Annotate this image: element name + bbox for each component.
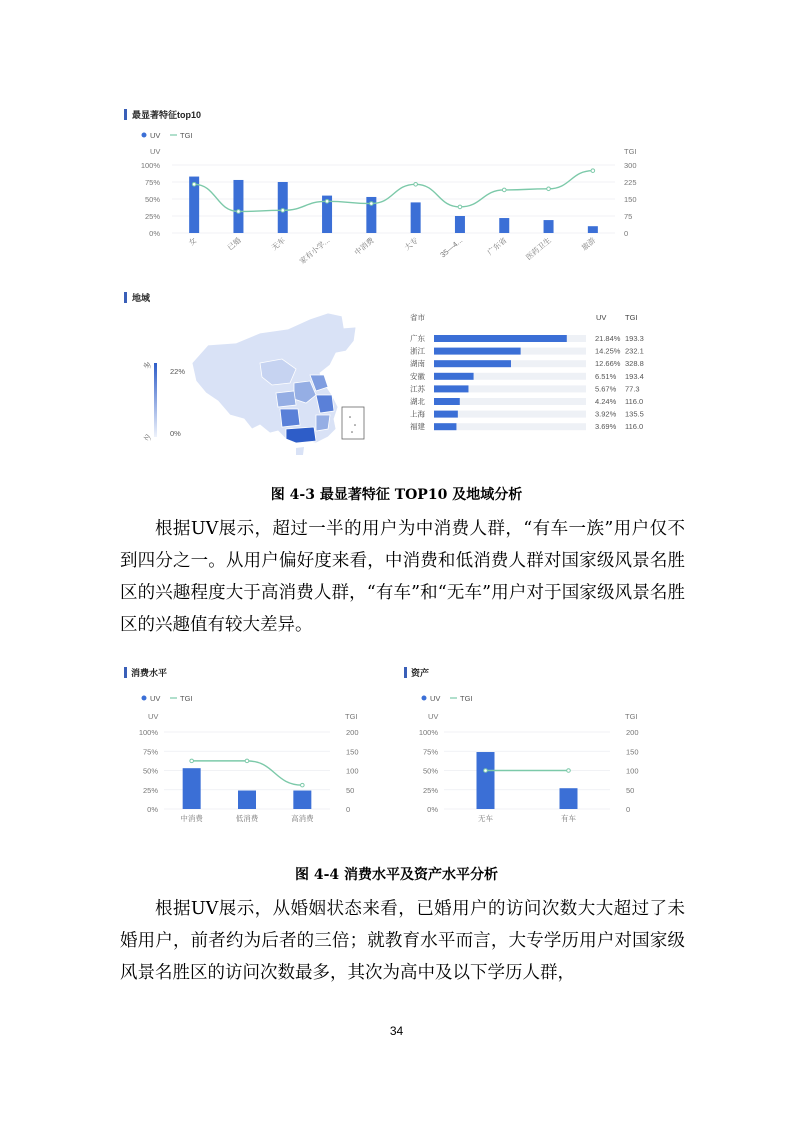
- map-legend-max: 22%: [170, 367, 186, 376]
- col-province-header: 省市: [410, 313, 425, 322]
- consumption-right-tick: 0: [346, 805, 351, 814]
- region-title: 地域: [132, 293, 151, 303]
- assets-right-tick: 100: [626, 766, 639, 776]
- region-bar-上海: [434, 411, 458, 418]
- col-uv-header: UV: [596, 313, 607, 322]
- map-region-hubei: [276, 391, 296, 407]
- assets-left-tick: 25%: [422, 785, 438, 795]
- tgi-point: [325, 199, 329, 203]
- top10-left-tick: 0%: [149, 229, 160, 238]
- region-name: 福建: [410, 422, 425, 432]
- x-tick-label: 高消费: [291, 814, 314, 823]
- x-tick-label: 无车: [478, 814, 493, 823]
- tgi-point: [484, 769, 488, 773]
- y-right-label: TGI: [345, 712, 358, 721]
- region-bar-湖北: [434, 398, 460, 405]
- region-bar-广东: [434, 335, 567, 342]
- tgi-point: [414, 182, 418, 186]
- region-uv-value: 21.84%: [595, 334, 621, 343]
- region-uv-value: 3.69%: [595, 422, 617, 432]
- region-tgi-value: 116.0: [625, 422, 644, 432]
- paragraph-1-text: 根据UV展示，超过一半的用户为中消费人群，“有车一族”用户仅不到四分之一。从用户偏好度来看，中消费和低消费人群对国家级风景名胜区的兴趣程度大于高消费人群，“有车”和“无车”用户对于国家级风景名胜区的兴趣值有较大差异。: [120, 519, 685, 635]
- tgi-point: [567, 769, 571, 773]
- region-tgi-value: 328.8: [625, 359, 644, 369]
- assets-title-marker: [404, 667, 407, 678]
- region-tgi-value: 116.0: [625, 397, 644, 406]
- region-bar-江苏: [434, 385, 468, 392]
- china-map: [192, 313, 364, 455]
- region-title-marker: [124, 292, 127, 303]
- assets-left-tick: 75%: [422, 747, 438, 757]
- legend-uv-dot: [142, 133, 147, 138]
- top10-left-tick: 25%: [144, 212, 160, 221]
- y-right-label: TGI: [625, 712, 638, 721]
- x-tick-label: 已婚: [225, 235, 243, 253]
- map-region-fujian: [316, 415, 330, 431]
- x-tick-label: 家有小学...: [297, 235, 332, 266]
- top10-left-tick: 75%: [144, 178, 160, 187]
- assets-right-tick: 50: [626, 785, 635, 795]
- tgi-point: [237, 210, 241, 214]
- x-tick-label: 有车: [561, 814, 576, 823]
- consumption-title-marker: [124, 667, 127, 678]
- consumption-left-tick: 25%: [142, 785, 158, 795]
- region-name: 江苏: [410, 384, 425, 394]
- top10-right-tick: 225: [624, 178, 637, 187]
- region-uv-value: 3.92%: [595, 409, 617, 419]
- consumption-left-tick: 75%: [142, 747, 158, 757]
- tgi-line: [192, 761, 303, 785]
- bar-已婚: [233, 180, 243, 233]
- consumption-left-tick: 100%: [138, 728, 158, 737]
- y-left-label: UV: [428, 712, 439, 721]
- y-right-label: TGI: [624, 147, 637, 156]
- bar-医药卫生: [544, 220, 554, 233]
- bar-大专: [411, 202, 421, 233]
- tgi-point: [591, 169, 595, 173]
- assets-right-tick: 200: [626, 728, 639, 737]
- panel-title-marker: [124, 109, 127, 120]
- bar-无车: [278, 182, 288, 233]
- region-tgi-value: 135.5: [625, 409, 644, 419]
- legend-uv: UV: [150, 131, 161, 140]
- tgi-point: [190, 759, 194, 763]
- region-name: 广东: [410, 334, 425, 343]
- bar-35—4...: [455, 216, 465, 233]
- assets-left-tick: 0%: [427, 805, 438, 814]
- region-name: 湖北: [410, 397, 425, 406]
- map-region-hunan: [280, 409, 300, 427]
- consumption-right-tick: 100: [346, 766, 359, 776]
- tgi-point: [245, 759, 249, 763]
- col-tgi-header: TGI: [625, 313, 638, 322]
- legend-uv-dot: [142, 696, 147, 701]
- region-bar-福建: [434, 423, 456, 430]
- figure-caption-4-3: 图 4-3 最显著特征 TOP10 及地域分析: [270, 487, 523, 503]
- map-legend-min: 0%: [170, 429, 181, 438]
- region-tgi-value: 193.4: [625, 371, 644, 381]
- region-panel: [110, 283, 670, 463]
- x-tick-label: 35—4...: [438, 235, 465, 260]
- legend-uv-dot: [422, 696, 427, 701]
- y-left-label: UV: [150, 147, 161, 156]
- map-legend-bar: [154, 363, 157, 437]
- paragraph-1: [120, 513, 685, 641]
- consumption-right-tick: 150: [346, 747, 359, 757]
- x-tick-label: 广东省: [485, 235, 509, 257]
- map-inset-south-sea: [342, 407, 364, 439]
- region-bar-湖南: [434, 360, 511, 367]
- tgi-line: [194, 171, 593, 212]
- region-uv-value: 4.24%: [595, 397, 617, 406]
- region-bar-浙江: [434, 348, 521, 355]
- region-name: 安徽: [410, 371, 425, 381]
- page-number: 34: [389, 1024, 404, 1038]
- region-tgi-value: 193.3: [625, 334, 644, 343]
- x-tick-label: 旅游: [579, 235, 598, 253]
- tgi-point: [192, 182, 196, 186]
- x-tick-label: 女: [186, 235, 199, 248]
- map-legend-low: 少: [143, 433, 152, 441]
- assets-left-tick: 50%: [422, 766, 438, 776]
- tgi-point: [370, 202, 374, 206]
- top10-right-tick: 75: [624, 212, 633, 221]
- tgi-point: [301, 783, 305, 787]
- region-track: [434, 423, 586, 430]
- bar-广东省: [499, 218, 509, 233]
- consumption-title: 消费水平: [131, 668, 168, 678]
- region-uv-value: 6.51%: [595, 371, 617, 381]
- legend-tgi: TGI: [180, 131, 193, 140]
- bar-中消费: [183, 768, 201, 809]
- map-region-guangdong: [286, 427, 316, 443]
- bar-旅游: [588, 226, 598, 233]
- region-uv-value: 5.67%: [595, 384, 617, 394]
- assets-chart: [398, 658, 653, 833]
- region-uv-value: 12.66%: [595, 359, 621, 369]
- top10-left-tick: 100%: [140, 161, 160, 170]
- top10-right-tick: 0: [624, 229, 629, 238]
- y-left-label: UV: [148, 712, 159, 721]
- paragraph-2: [120, 893, 685, 989]
- region-name: 浙江: [410, 346, 425, 356]
- map-legend-high: 多: [143, 361, 152, 369]
- tgi-point: [281, 209, 285, 213]
- paragraph-2-text: 根据UV展示，从婚姻状态来看，已婚用户的访问次数大大超过了未婚用户，前者约为后者的三倍；就教育水平而言，大专学历用户对国家级风景名胜区的访问次数最多，其次为高中及以下学历人群，: [120, 899, 685, 983]
- consumption-left-tick: 50%: [142, 766, 158, 776]
- bar-高消费: [293, 791, 311, 809]
- assets-right-tick: 150: [626, 747, 639, 757]
- assets-title: 资产: [411, 668, 430, 678]
- tgi-point: [502, 188, 506, 192]
- top10-right-tick: 150: [624, 195, 637, 204]
- tgi-point: [458, 205, 462, 209]
- tgi-point: [547, 187, 551, 191]
- top10-left-tick: 50%: [144, 195, 160, 204]
- x-tick-label: 低消费: [235, 814, 259, 823]
- x-tick-label: 中消费: [180, 814, 203, 823]
- legend-uv: UV: [430, 694, 441, 703]
- consumption-right-tick: 200: [346, 728, 359, 737]
- region-uv-value: 14.25%: [595, 346, 621, 356]
- consumption-chart: [118, 658, 373, 833]
- region-name: 湖南: [410, 359, 425, 369]
- x-tick-label: 无车: [269, 235, 288, 253]
- bar-无车: [477, 752, 495, 809]
- region-tgi-value: 77.3: [625, 384, 640, 394]
- top10-right-tick: 300: [624, 161, 637, 170]
- consumption-right-tick: 50: [346, 785, 355, 795]
- top10-title: 最显著特征top10: [132, 110, 202, 120]
- region-tgi-value: 232.1: [625, 346, 644, 356]
- x-tick-label: 中消费: [352, 235, 376, 257]
- figure-caption-4-4: 图 4-4 消费水平及资产水平分析: [294, 867, 499, 883]
- bar-有车: [560, 788, 578, 809]
- x-tick-label: 大专: [402, 235, 420, 253]
- map-region-hainan: [296, 447, 304, 455]
- region-name: 上海: [410, 409, 425, 419]
- legend-tgi: TGI: [460, 694, 473, 703]
- assets-right-tick: 0: [626, 805, 631, 814]
- x-tick-label: 医药卫生: [524, 235, 553, 262]
- bar-低消费: [238, 791, 256, 809]
- consumption-left-tick: 0%: [147, 805, 158, 814]
- legend-uv: UV: [150, 694, 161, 703]
- top10-chart: [110, 100, 650, 275]
- assets-left-tick: 100%: [418, 728, 438, 737]
- legend-tgi: TGI: [180, 694, 193, 703]
- region-bar-安徽: [434, 373, 474, 380]
